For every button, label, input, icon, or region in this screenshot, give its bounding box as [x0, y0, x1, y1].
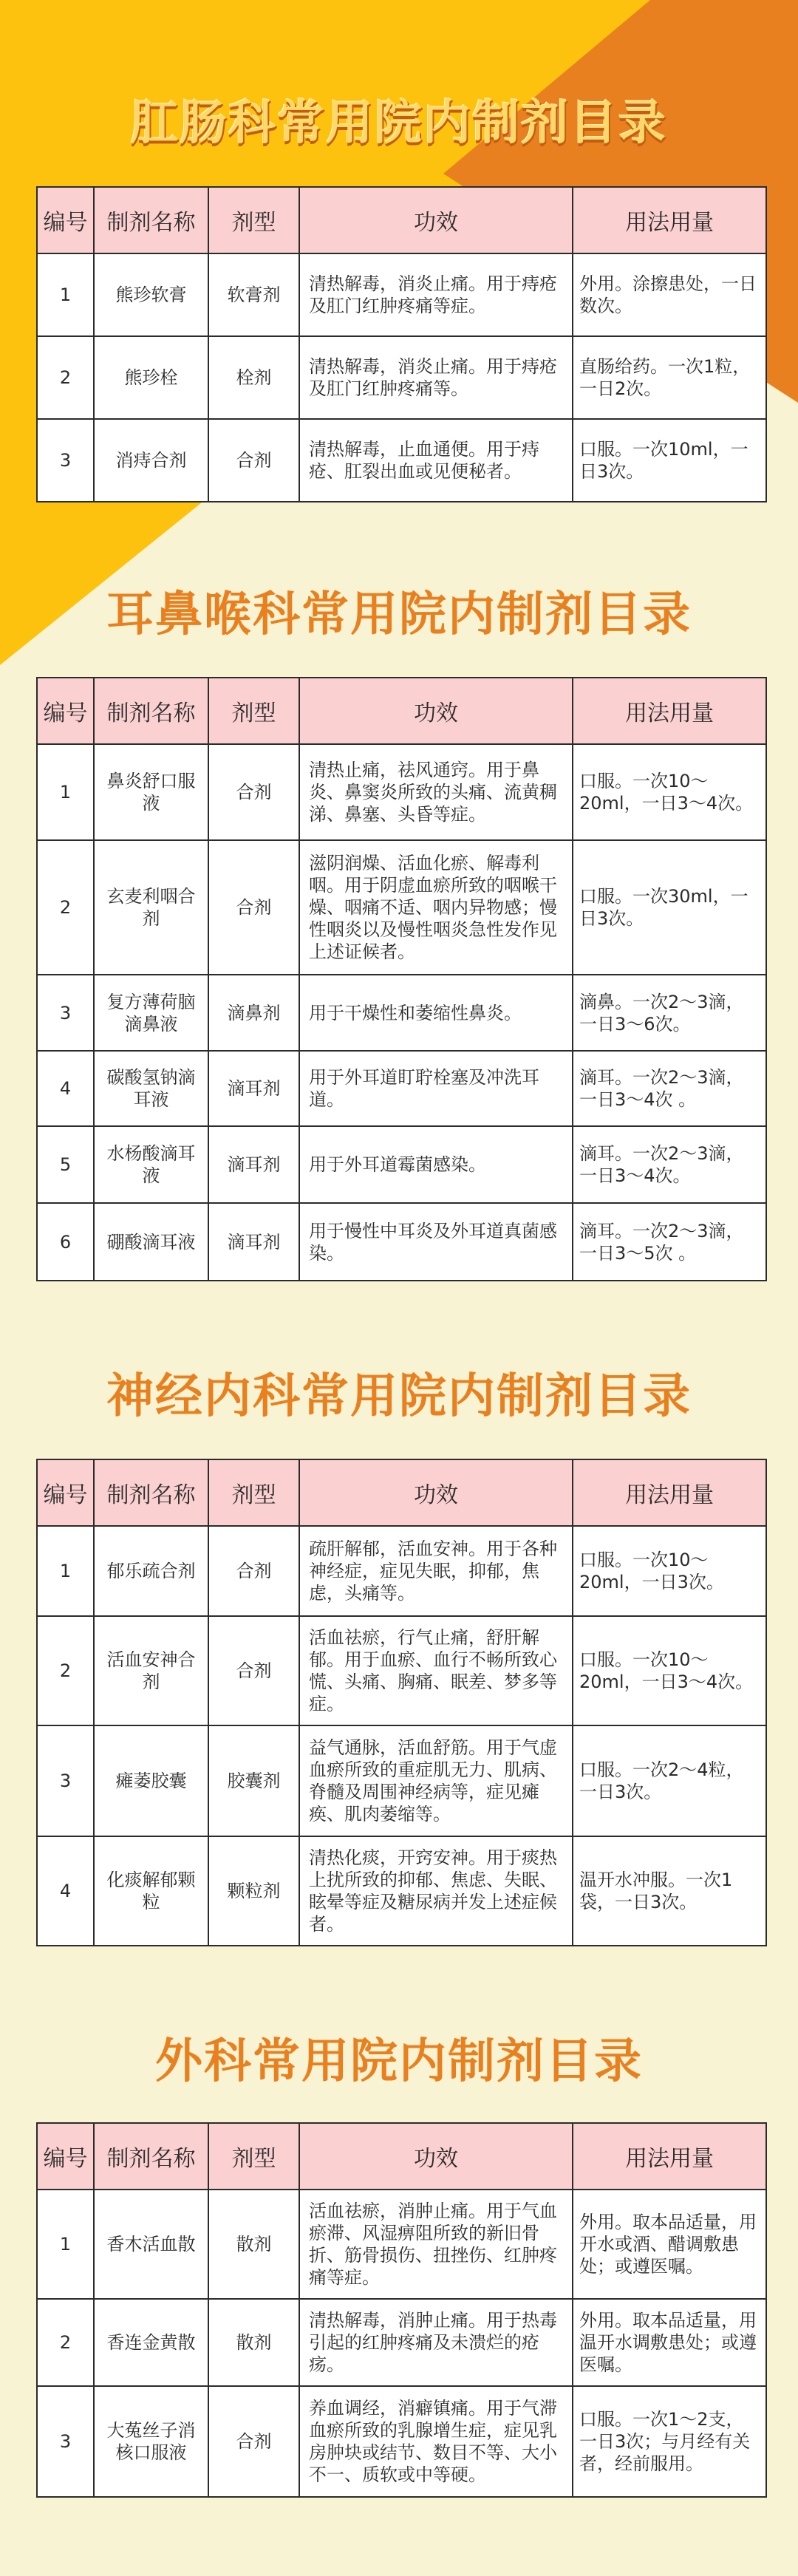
cell-no: 6 — [37, 1203, 94, 1281]
directory-table — [36, 2122, 767, 2498]
cell-effect: 用于慢性中耳炎及外耳道真菌感染。 — [299, 1203, 573, 1281]
cell-usage: 外用。取本品适量，用开水或酒、醋调敷患处；或遵医嘱。 — [573, 2190, 766, 2299]
cell-no: 2 — [37, 2299, 94, 2386]
table-row — [37, 419, 766, 502]
cell-form: 散剂 — [208, 2299, 299, 2386]
header-usage: 用法用量 — [573, 1459, 766, 1526]
header-effect: 功效 — [299, 678, 573, 744]
cell-name: 香连金黄散 — [94, 2299, 208, 2386]
section-title: 外科常用院内制剂目录 — [155, 2034, 643, 2089]
header-name: 制剂名称 — [94, 1459, 208, 1526]
cell-effect: 清热解毒，消炎止痛。用于痔疮及肛门红肿疼痛等症。 — [299, 253, 573, 336]
cell-effect: 滋阴润燥、活血化瘀、解毒利咽。用于阴虚血瘀所致的咽喉干燥、咽痛不适、咽内异物感；慢性咽炎以及慢性咽炎急性发作见上述证候者。 — [299, 840, 573, 975]
cell-effect: 活血祛瘀，消肿止痛。用于气血瘀滞、风湿痹阻所致的新旧骨折、筋骨损伤、扭挫伤、红肿疼痛等症。 — [299, 2190, 573, 2299]
cell-no: 2 — [37, 1616, 94, 1725]
cell-usage: 温开水冲服。一次1袋，一日3次。 — [573, 1836, 766, 1946]
cell-effect: 清热解毒，消炎止痛。用于痔疮及肛门红肿疼痛等。 — [299, 336, 573, 419]
cell-no: 1 — [37, 744, 94, 840]
directory-table — [36, 1459, 767, 1946]
cell-usage: 口服。一次10ml，一日3次。 — [573, 419, 766, 502]
cell-name: 郁乐疏合剂 — [94, 1526, 208, 1616]
cell-effect: 用于干燥性和萎缩性鼻炎。 — [299, 975, 573, 1051]
cell-no: 3 — [37, 419, 94, 502]
cell-usage: 口服。一次1～2支，一日3次；与月经有关者，经前服用。 — [573, 2386, 766, 2497]
table-header-row — [37, 2123, 766, 2190]
cell-no: 2 — [37, 336, 94, 419]
cell-no: 1 — [37, 253, 94, 336]
cell-effect: 清热解毒，止血通便。用于痔疮、肛裂出血或见便秘者。 — [299, 419, 573, 502]
section-title: 耳鼻喉科常用院内制剂目录 — [106, 587, 692, 642]
cell-no: 1 — [37, 2190, 94, 2299]
cell-form: 滴耳剂 — [208, 1203, 299, 1281]
cell-no: 3 — [37, 975, 94, 1051]
cell-usage: 滴耳。一次2～3滴，一日3～4次。 — [573, 1126, 766, 1203]
section-title: 神经内科常用院内制剂目录 — [106, 1369, 692, 1424]
cell-no: 4 — [37, 1051, 94, 1126]
header-effect: 功效 — [299, 1459, 573, 1526]
cell-name: 熊珍软膏 — [94, 253, 208, 336]
cell-name: 硼酸滴耳液 — [94, 1203, 208, 1281]
cell-usage: 直肠给药。一次1粒，一日2次。 — [573, 336, 766, 419]
header-effect: 功效 — [299, 2123, 573, 2190]
cell-effect: 清热止痛，祛风通窍。用于鼻炎、鼻窦炎所致的头痛、流黄稠涕、鼻塞、头昏等症。 — [299, 744, 573, 840]
header-name: 制剂名称 — [94, 2123, 208, 2190]
cell-form: 颗粒剂 — [208, 1836, 299, 1946]
header-usage: 用法用量 — [573, 187, 766, 253]
section-title: 肛肠科常用院内制剂目录 — [131, 96, 667, 151]
cell-effect: 用于外耳道盯聍栓塞及冲洗耳道。 — [299, 1051, 573, 1126]
table-row — [37, 253, 766, 336]
cell-effect: 清热化痰，开窍安神。用于痰热上扰所致的抑郁、焦虑、失眠、眩晕等症及糖尿病并发上述症候者。 — [299, 1836, 573, 1946]
cell-usage: 口服。一次10～20ml，一日3～4次。 — [573, 744, 766, 840]
cell-usage: 滴鼻。一次2～3滴，一日3～6次。 — [573, 975, 766, 1051]
cell-effect: 活血祛瘀，行气止痛，舒肝解郁。用于血瘀、血行不畅所致心慌、头痛、胸痛、眠差、梦多等症。 — [299, 1616, 573, 1725]
cell-usage: 口服。一次10～20ml，一日3次。 — [573, 1526, 766, 1616]
cell-form: 合剂 — [208, 744, 299, 840]
cell-effect: 疏肝解郁，活血安神。用于各种神经症，症见失眠，抑郁，焦虑，头痛等。 — [299, 1526, 573, 1616]
cell-no: 4 — [37, 1836, 94, 1946]
cell-form: 合剂 — [208, 1526, 299, 1616]
cell-form: 合剂 — [208, 2386, 299, 2497]
cell-no: 2 — [37, 840, 94, 975]
table-header-row — [37, 1459, 766, 1526]
header-name: 制剂名称 — [94, 187, 208, 253]
cell-no: 1 — [37, 1526, 94, 1616]
cell-usage: 滴耳。一次2～3滴，一日3～4次 。 — [573, 1051, 766, 1126]
directory-table — [36, 186, 767, 502]
cell-form: 合剂 — [208, 1616, 299, 1725]
cell-name: 瘫萎胶囊 — [94, 1725, 208, 1836]
cell-effect: 益气通脉，活血舒筋。用于气虚血瘀所致的重症肌无力、肌病、脊髓及周围神经病等，症见瘫痪、肌肉萎缩等。 — [299, 1725, 573, 1836]
cell-name: 玄麦利咽合剂 — [94, 840, 208, 975]
cell-effect: 养血调经，消癖镇痛。用于气滞血瘀所致的乳腺增生症，症见乳房肿块或结节、数目不等、大小不一、质软或中等硬。 — [299, 2386, 573, 2497]
table-row — [37, 1725, 766, 1836]
cell-form: 滴鼻剂 — [208, 975, 299, 1051]
cell-name: 熊珍栓 — [94, 336, 208, 419]
cell-usage: 口服。一次30ml，一日3次。 — [573, 840, 766, 975]
header-effect: 功效 — [299, 187, 573, 253]
table-row — [37, 2190, 766, 2299]
cell-name: 香木活血散 — [94, 2190, 208, 2299]
header-no: 编号 — [37, 2123, 94, 2190]
cell-name: 鼻炎舒口服液 — [94, 744, 208, 840]
cell-form: 滴耳剂 — [208, 1126, 299, 1203]
cell-form: 胶囊剂 — [208, 1725, 299, 1836]
cell-form: 栓剂 — [208, 336, 299, 419]
cell-name: 活血安神合剂 — [94, 1616, 208, 1725]
cell-form: 散剂 — [208, 2190, 299, 2299]
cell-effect: 清热解毒，消肿止痛。用于热毒引起的红肿疼痛及未溃烂的疮疡。 — [299, 2299, 573, 2386]
cell-no: 3 — [37, 2386, 94, 2497]
table-row — [37, 744, 766, 840]
table-row — [37, 336, 766, 419]
table-row — [37, 1526, 766, 1616]
cell-form: 合剂 — [208, 840, 299, 975]
cell-effect: 用于外耳道霉菌感染。 — [299, 1126, 573, 1203]
header-usage: 用法用量 — [573, 2123, 766, 2190]
cell-usage: 滴耳。一次2～3滴，一日3～5次 。 — [573, 1203, 766, 1281]
header-form: 剂型 — [208, 2123, 299, 2190]
cell-usage: 外用。取本品适量，用温开水调敷患处；或遵医嘱。 — [573, 2299, 766, 2386]
table-row — [37, 840, 766, 975]
header-usage: 用法用量 — [573, 678, 766, 744]
table-row — [37, 1051, 766, 1126]
header-form: 剂型 — [208, 1459, 299, 1526]
cell-usage: 外用。涂擦患处，一日数次。 — [573, 253, 766, 336]
table-header-row — [37, 187, 766, 253]
cell-usage: 口服。一次2～4粒，一日3次。 — [573, 1725, 766, 1836]
cell-name: 复方薄荷脑滴鼻液 — [94, 975, 208, 1051]
header-no: 编号 — [37, 1459, 94, 1526]
header-form: 剂型 — [208, 678, 299, 744]
cell-name: 碳酸氢钠滴耳液 — [94, 1051, 208, 1126]
cell-name: 化痰解郁颗粒 — [94, 1836, 208, 1946]
cell-no: 3 — [37, 1725, 94, 1836]
table-row — [37, 1616, 766, 1725]
cell-name: 水杨酸滴耳液 — [94, 1126, 208, 1203]
table-row — [37, 975, 766, 1051]
cell-form: 软膏剂 — [208, 253, 299, 336]
cell-usage: 口服。一次10～20ml，一日3～4次。 — [573, 1616, 766, 1725]
cell-name: 消痔合剂 — [94, 419, 208, 502]
cell-form: 滴耳剂 — [208, 1051, 299, 1126]
directory-table — [36, 677, 767, 1281]
table-row — [37, 2386, 766, 2497]
table-row — [37, 1126, 766, 1203]
table-header-row — [37, 678, 766, 744]
header-no: 编号 — [37, 678, 94, 744]
header-name: 制剂名称 — [94, 678, 208, 744]
header-form: 剂型 — [208, 187, 299, 253]
cell-name: 大菟丝子消核口服液 — [94, 2386, 208, 2497]
table-row — [37, 1203, 766, 1281]
header-no: 编号 — [37, 187, 94, 253]
table-row — [37, 1836, 766, 1946]
cell-form: 合剂 — [208, 419, 299, 502]
table-row — [37, 2299, 766, 2386]
cell-no: 5 — [37, 1126, 94, 1203]
